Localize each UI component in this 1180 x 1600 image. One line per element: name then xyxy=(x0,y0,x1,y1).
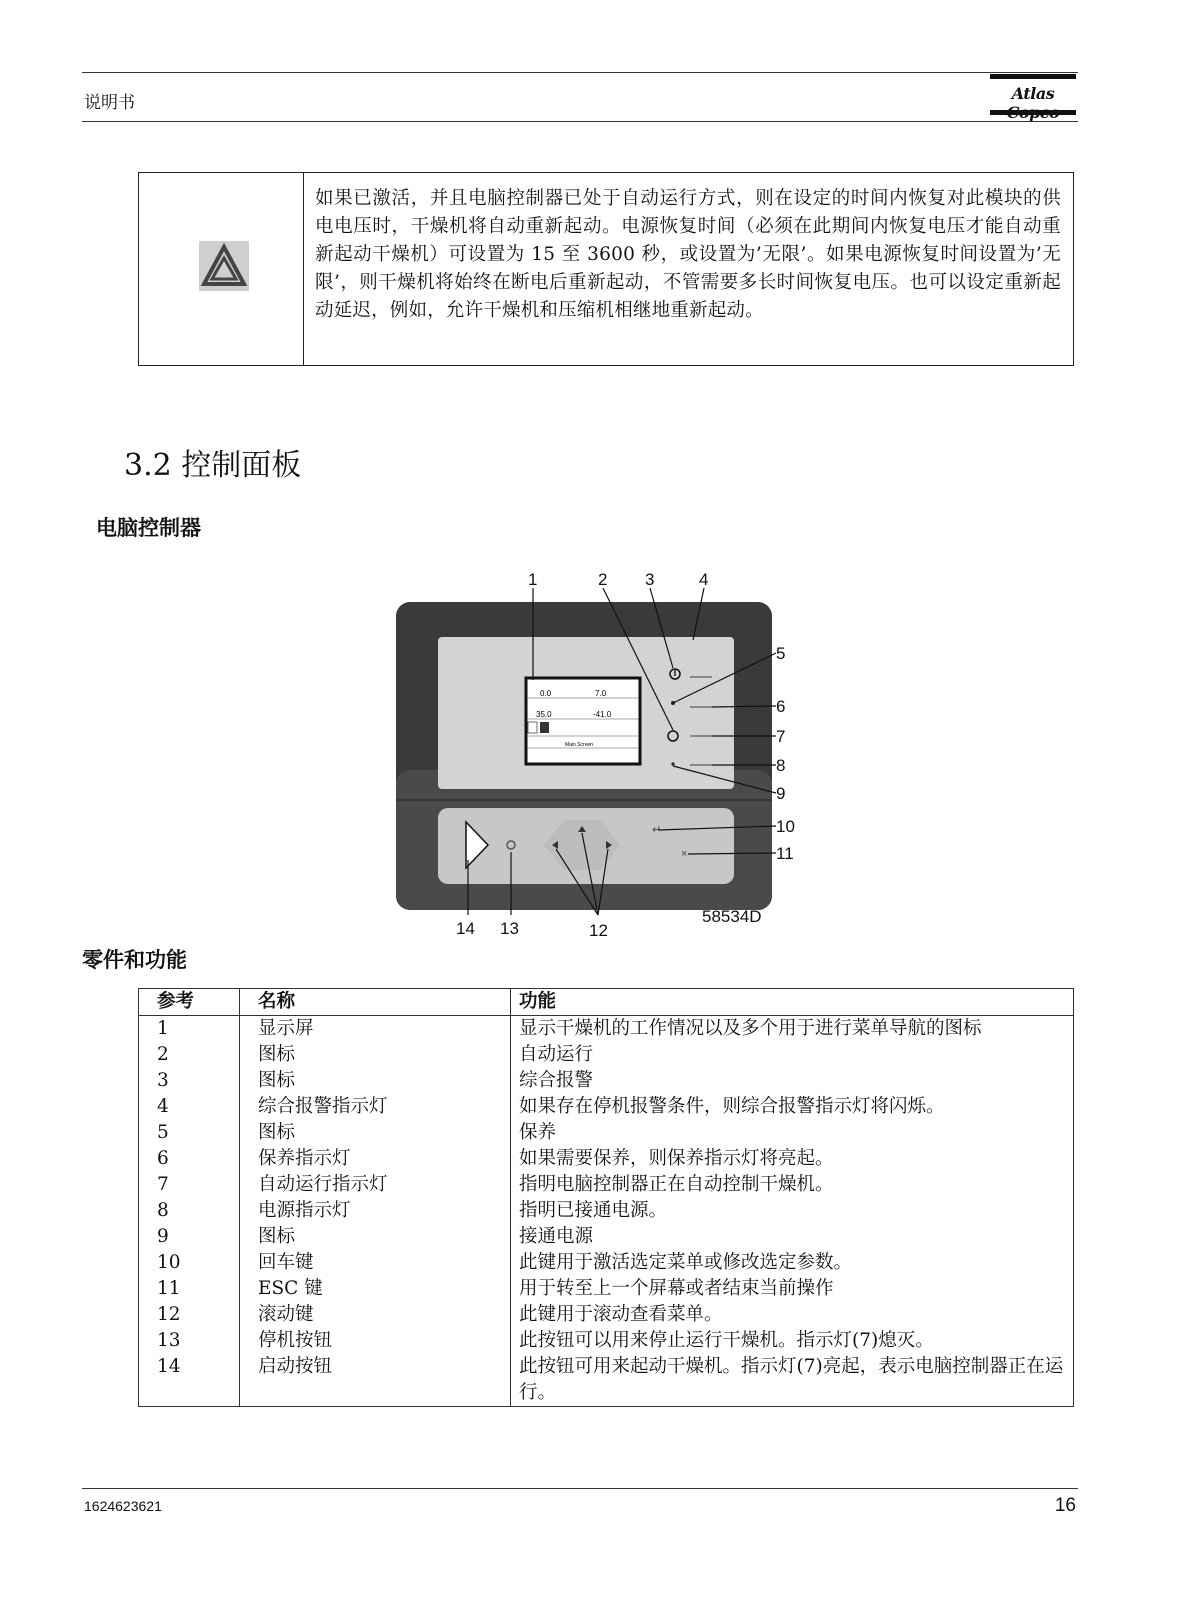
table-cell-name: 显示屏 xyxy=(240,1016,511,1043)
table-cell-name: 综合报警指示灯 xyxy=(240,1094,511,1120)
table-cell-function: 保养 xyxy=(511,1120,1074,1146)
table-cell-name: 图标 xyxy=(240,1068,511,1094)
screen-row2-left: 35.0 xyxy=(536,710,552,719)
table-cell-function: 综合报警 xyxy=(511,1068,1074,1094)
table-cell-name: 保养指示灯 xyxy=(240,1146,511,1172)
table-cell-ref: 2 xyxy=(139,1042,240,1068)
table-cell-name: 电源指示灯 xyxy=(240,1198,511,1224)
table-cell-ref: 1 xyxy=(139,1016,240,1043)
table-cell-name: 自动运行指示灯 xyxy=(240,1172,511,1198)
table-row xyxy=(139,1172,1074,1198)
control-panel-figure xyxy=(390,570,795,945)
table-row xyxy=(139,1250,1074,1276)
brand-logo xyxy=(990,74,1076,120)
table-cell-function: 如果存在停机报警条件，则综合报警指示灯将闪烁。 xyxy=(511,1094,1074,1120)
brand-name: Atlas xyxy=(1011,84,1055,103)
screen-row1-right: 7.0 xyxy=(595,689,607,698)
table-row xyxy=(139,1354,1074,1407)
table-cell-ref: 7 xyxy=(139,1172,240,1198)
callout-1: 1 xyxy=(528,570,538,589)
table-cell-ref: 6 xyxy=(139,1146,240,1172)
table-cell-name: 图标 xyxy=(240,1120,511,1146)
callout-9: 9 xyxy=(776,784,786,803)
table-cell-function: 如果需要保养，则保养指示灯将亮起。 xyxy=(511,1146,1074,1172)
table-cell-ref: 8 xyxy=(139,1198,240,1224)
table-row xyxy=(139,1094,1074,1120)
table-cell-ref: 14 xyxy=(139,1354,240,1407)
callout-6: 6 xyxy=(776,697,786,716)
power-icon xyxy=(671,762,674,765)
callout-14: 14 xyxy=(456,919,475,938)
section-title: 3.2 控制面板 xyxy=(124,448,302,483)
table-row xyxy=(139,1146,1074,1172)
table-cell-function: 用于转至上一个屏幕或者结束当前操作 xyxy=(511,1276,1074,1302)
screen-bottom-label: Main Screen xyxy=(565,742,594,748)
table-cell-name: 图标 xyxy=(240,1042,511,1068)
table-row xyxy=(139,1042,1074,1068)
header-name: 名称 xyxy=(240,989,511,1016)
callout-11: 11 xyxy=(776,844,794,863)
callout-12: 12 xyxy=(589,921,608,940)
callout-5: 5 xyxy=(776,644,786,663)
table-cell-function: 此键用于滚动查看菜单。 xyxy=(511,1302,1074,1328)
table-cell-function: 此按钮可用来起动干燥机。指示灯(7)亮起，表示电脑控制器正在运行。 xyxy=(511,1354,1074,1407)
manual-label: 说明书 xyxy=(84,93,135,113)
table-cell-function: 自动运行 xyxy=(511,1042,1074,1068)
table-row xyxy=(139,1068,1074,1094)
table-cell-function: 接通电源 xyxy=(511,1224,1074,1250)
table-cell-ref: 9 xyxy=(139,1224,240,1250)
warning-triangle-icon xyxy=(199,241,249,291)
figure-code: 58534D xyxy=(702,907,762,926)
header-rule-top xyxy=(82,72,1078,73)
header-rule-bottom xyxy=(82,121,1078,122)
table-cell-name: ESC 键 xyxy=(240,1276,511,1302)
callout-2: 2 xyxy=(598,570,608,589)
note-box xyxy=(138,172,1074,366)
table-cell-function: 指明电脑控制器正在自动控制干燥机。 xyxy=(511,1172,1074,1198)
table-row xyxy=(139,1016,1074,1043)
screen-row2-right: -41.0 xyxy=(593,710,612,719)
table-row xyxy=(139,1224,1074,1250)
table-cell-ref: 12 xyxy=(139,1302,240,1328)
callout-8: 8 xyxy=(776,756,786,775)
table-cell-ref: 10 xyxy=(139,1250,240,1276)
note-divider xyxy=(303,173,304,365)
controller-heading: 电脑控制器 xyxy=(96,516,201,540)
footer-rule xyxy=(82,1488,1078,1489)
document-number: 1624623621 xyxy=(84,1498,162,1514)
page-number: 16 xyxy=(1054,1495,1076,1516)
table-header-row xyxy=(139,989,1074,1016)
table-row xyxy=(139,1276,1074,1302)
enter-key: ↵ xyxy=(652,824,662,836)
table-cell-name: 图标 xyxy=(240,1224,511,1250)
table-cell-ref: 11 xyxy=(139,1276,240,1302)
table-cell-function: 此键用于激活选定菜单或修改选定参数。 xyxy=(511,1250,1074,1276)
table-cell-ref: 5 xyxy=(139,1120,240,1146)
table-row xyxy=(139,1120,1074,1146)
table-cell-function: 显示干燥机的工作情况以及多个用于进行菜单导航的图标 xyxy=(511,1016,1074,1043)
callout-7: 7 xyxy=(776,727,786,746)
table-cell-function: 此按钮可以用来停止运行干燥机。指示灯(7)熄灭。 xyxy=(511,1328,1074,1354)
table-cell-name: 回车键 xyxy=(240,1250,511,1276)
callout-10: 10 xyxy=(776,817,795,836)
table-row xyxy=(139,1302,1074,1328)
callout-3: 3 xyxy=(645,570,655,589)
table-cell-ref: 3 xyxy=(139,1068,240,1094)
table-cell-ref: 13 xyxy=(139,1328,240,1354)
header-function: 功能 xyxy=(511,989,1074,1016)
table-row xyxy=(139,1198,1074,1224)
callout-13: 13 xyxy=(500,919,519,938)
table-cell-ref: 4 xyxy=(139,1094,240,1120)
callout-4: 4 xyxy=(699,570,709,589)
screen-row1-left: 0.0 xyxy=(540,689,552,698)
table-row xyxy=(139,1328,1074,1354)
table-cell-name: 启动按钮 xyxy=(240,1354,511,1407)
table-cell-function: 指明已接通电源。 xyxy=(511,1198,1074,1224)
parts-heading: 零件和功能 xyxy=(82,948,187,972)
table-cell-name: 停机按钮 xyxy=(240,1328,511,1354)
header-ref: 参考 xyxy=(139,989,240,1016)
table-cell-name: 滚动键 xyxy=(240,1302,511,1328)
esc-key: × xyxy=(681,848,688,860)
note-text: 如果已激活，并且电脑控制器已处于自动运行方式，则在设定的时间内恢复对此模块的供电电压时，干燥机将自动重新起动。电源恢复时间（必须在此期间内恢复电压才能自动重新起动干燥机）可设置为 15 至 3600 秒，或设置为’无限’。如果电源恢复时间设置为’无限’，则干燥机将始终在断电后重新起动，不管需要多长时间恢复电压。也可以设定重新起动延迟，例如，允许干燥机和压缩机相继地重新起动。 xyxy=(315,188,1061,321)
parts-table xyxy=(138,988,1074,1407)
